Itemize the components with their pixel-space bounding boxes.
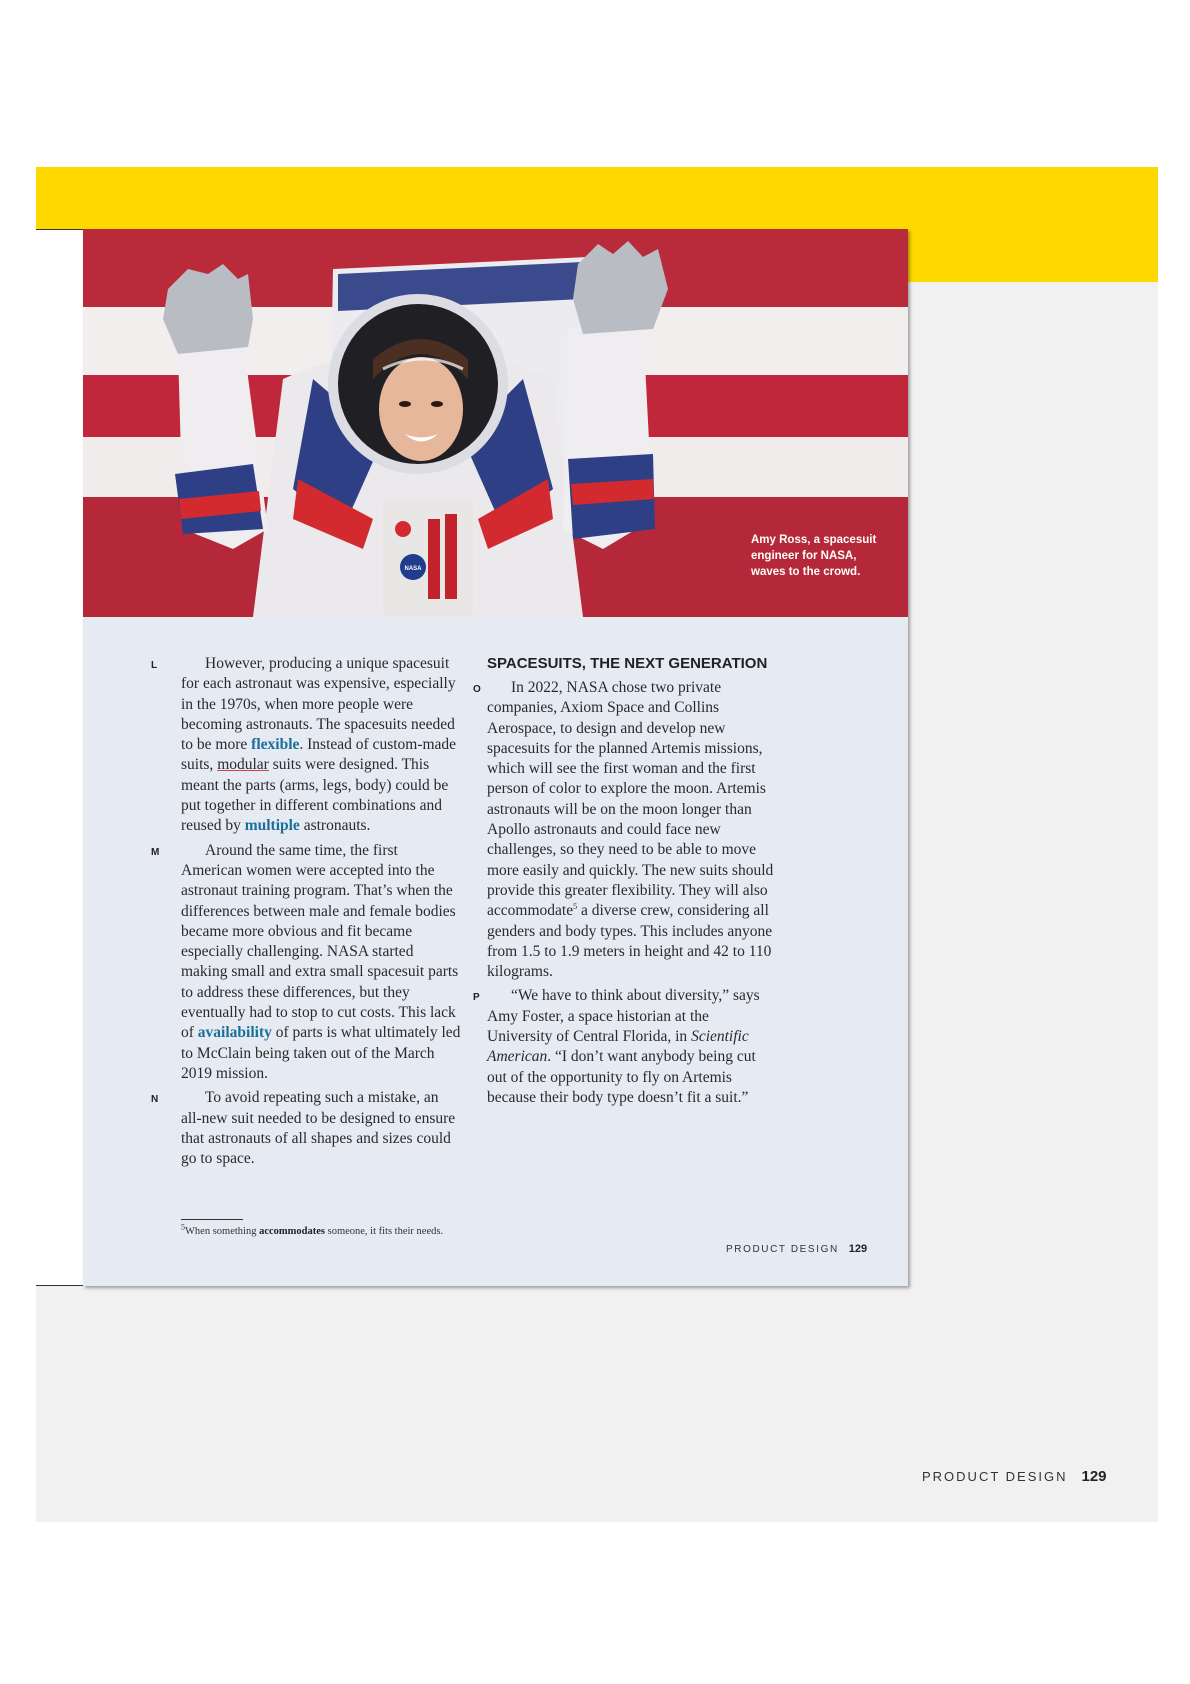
paragraph-text: “We have to think about diversity,” says Amy Foster, a space historian at the University of Central Florida, in xyxy=(487,987,760,1046)
page-card xyxy=(83,229,908,1286)
paragraph-o xyxy=(473,678,777,982)
footnote-number: 5 xyxy=(181,1222,185,1232)
page-number: 129 xyxy=(1081,1468,1107,1485)
paragraph-p xyxy=(473,986,777,1108)
card-footer xyxy=(726,1243,867,1255)
paragraph-text: suits were designed. This meant the parts (arms, legs, body) could be put together in different combinations and reused by xyxy=(181,756,449,835)
paragraph-text: Around the same time, the first American women were accepted into the astronaut training program. That’s when the differences between male and female bodies became more obvious and fit became especially challenging. NASA started making small and extra small spacesuit parts to address these differences, but they eventually had to stop to cut costs. This lack of xyxy=(181,841,459,1042)
paragraph-marker: O xyxy=(473,684,481,695)
footnote-term: accommodates xyxy=(259,1226,325,1237)
paragraph-m xyxy=(151,841,461,1085)
paragraph-marker: N xyxy=(151,1094,159,1106)
paragraph-text: In 2022, NASA chose two private companies, Axiom Space and Collins Aerospace, to design and develop new spacesuits for the planned Artemis missions, which will see the first woman and the first person of color to explore the moon. Artemis astronauts will be on the moon longer than Apollo astronauts and could face new challenges, so they need to be able to move more easily and quickly. The new suits should provide this greater flexibility. They will also accommodate xyxy=(487,679,774,920)
footer-label: PRODUCT DESIGN xyxy=(922,1469,1068,1484)
footnote-rule xyxy=(181,1219,243,1220)
bottom-rule xyxy=(36,1285,83,1286)
paragraph-text: . “I don’t want anybody being cut out of the opportunity to fly on Artemis because their body type doesn’t fit a suit.” xyxy=(487,1048,756,1106)
publication-title: Scientific American xyxy=(487,1028,749,1066)
footnote-text: When something xyxy=(185,1226,260,1237)
vocab-word-availability: availability xyxy=(197,1024,272,1042)
paragraph-text: . Instead of custom-made suits, xyxy=(181,736,457,774)
underlined-word-modular: modular xyxy=(217,756,269,774)
right-column xyxy=(473,654,777,1112)
page-footer xyxy=(922,1468,1107,1485)
footer-label: PRODUCT DESIGN xyxy=(726,1244,839,1255)
paragraph-text: of parts is what ultimately led to McClain being taken out of the March 2019 mission. xyxy=(181,1024,461,1082)
footnote-ref: 5 xyxy=(573,902,578,912)
astronaut-photo xyxy=(83,229,908,617)
left-column xyxy=(151,654,461,1173)
paragraph-l xyxy=(151,654,461,837)
footnote xyxy=(181,1222,444,1237)
top-rule xyxy=(36,229,83,230)
page-margin xyxy=(36,229,83,1286)
vocab-word-multiple: multiple xyxy=(244,817,300,835)
paragraph-text: To avoid repeating such a mistake, an all-new suit needed to be designed to ensure that astronauts of all shapes and sizes could go to space. xyxy=(181,1089,456,1168)
nasa-patch-text: NASA xyxy=(404,566,422,572)
page-number: 129 xyxy=(848,1243,868,1255)
paragraph-text: However, producing a unique spacesuit for each astronaut was expensive, especially in the 1970s, when more people were becoming astronauts. The spacesuits needed to be more xyxy=(181,655,456,754)
paragraph-text: astronauts. xyxy=(299,817,371,835)
paragraph-marker: P xyxy=(473,992,480,1004)
paragraph-marker: L xyxy=(151,660,158,671)
paragraph-marker: M xyxy=(151,846,160,858)
footnote-text: someone, it fits their needs. xyxy=(324,1226,444,1237)
photo-caption: Amy Ross, a spacesuit engineer for NASA, waves to the crowd. xyxy=(751,534,877,578)
paragraph-n xyxy=(151,1088,461,1169)
paragraph-text: a diverse crew, considering all genders and body types. This includes anyone from 1.5 to 1.9 meters in height and 42 to 110 kilograms. xyxy=(487,902,773,981)
vocab-word-flexible: flexible xyxy=(251,736,300,754)
section-heading: SPACESUITS, THE NEXT GENERATION xyxy=(487,655,768,672)
